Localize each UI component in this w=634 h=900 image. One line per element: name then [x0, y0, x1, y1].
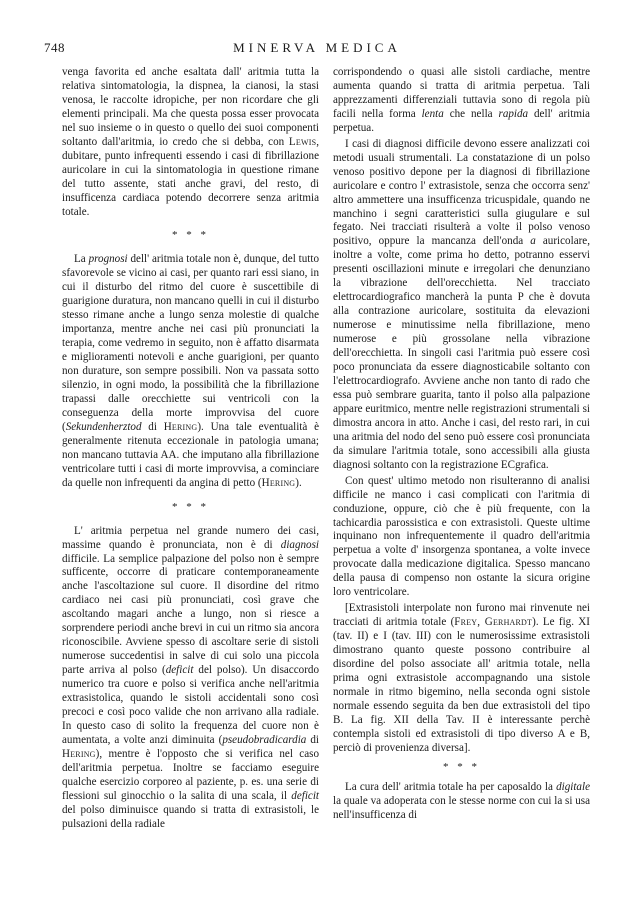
text-run: Con quest' ultimo metodo non risulteranno di analisi difficile ne manco i casi complicati con l'aritmia di conduzione, oppure, ciò che è più frequente, con la tachicardia parossistica e con extrasistoli. Queste ultime inquinano non infrequentemente il quadro dell'aritmia perpetua a volte d' insorgenza spontanea, a volte invece provocate dalla medicazione digitalica. Spesso mancano della pausa di compenso non ostante la sicura origine loro ventricolare.: [333, 474, 590, 599]
left-column: [62, 66, 319, 832]
text-run: , dubitare, punto infrequenti essendo i casi di fibrillazione auricolare in cui la sintomatologia in questione rimane del tutto assente, stati anche gravi, del resto, di insufficenza cardiaca potendo decorrere senza aritmia totale.: [62, 135, 319, 218]
section-separator: * * *: [443, 760, 480, 773]
section-separator: * * *: [172, 229, 209, 242]
paragraph: [62, 66, 319, 219]
text-run: ). Una tale eventualità è generalmente ritenuta eccezionale in patologia umana; non mancano tuttavia AA. che imputano alla fibrillazione ventricolare tutti i casi di morte improvvisa, a cominciare da quelle non infrequenti da angina di petto (: [62, 420, 319, 489]
italic-run: pseudobradicardia: [222, 733, 307, 746]
text-run: corrispondendo o quasi alle sistoli cardiache, mentre aumenta quando si tratta di aritmia perpetua. Tali apprezzamenti differenziali tuttavia sono di regola più facili nella forma: [333, 66, 590, 120]
text-run: La cura dell' aritmia totale ha per caposaldo la: [345, 780, 557, 793]
paragraph: [62, 253, 319, 490]
text-run: la quale va adoperata con le stesse norme con cui la si usa nell'insufficenza di: [333, 794, 590, 821]
text-run: del polso). Un disaccordo numerico tra cuore e polso si verifica anche nell'aritmia extrasistolica, quando le sistoli accidentali sono così precoci e così poco valide che non arrivano alla radiale. In questo caso di solito la frequenza del cuore non è aumentata, a volte anzi diminuita (: [62, 664, 319, 746]
paragraph: [333, 602, 590, 755]
text-run: venga favorita ed anche esaltata dall' aritmia tutta la relativa sintomatologia, la dispnea, la cianosi, la stasi venosa, le raccolte idropiche, per non ricordare che gli elementi principali. Ma che questa possa esser provocata nel suo insieme o in questo o quello dei suoi componenti soltanto dall'aritmia, io credo che si debba, con: [62, 66, 319, 148]
italic-run: digitale: [556, 780, 590, 793]
paragraph: [333, 138, 590, 473]
text-run: [Extrasistoli interpolate non furono mai rinvenute nei tracciati di aritmia totale (: [333, 602, 590, 629]
italic-run: a: [530, 235, 536, 248]
running-head: MINERVA MEDICA: [233, 40, 401, 55]
italic-run: lenta: [421, 107, 444, 120]
text-run: ).: [295, 476, 302, 489]
italic-run: rapida: [498, 107, 529, 120]
text-run: che nella: [443, 107, 499, 120]
italic-run: Sekundenherztod: [65, 420, 142, 433]
text-run: auricolare, inoltre a volte, come prima ho detto, potranno esservi presenti oscillazioni minute e irregolari che denunziano la vibrazione dell'orecchietta. Nel tracciato elettrocardiografico mancherà la punta P che è dovuta alla contrazione auricolare, sostituita da elevazioni numerose e minutissime nella fibrillazione, meno numerose e più grossolane nella vibrazione dell'orecchietta. In singoli casi l'aritmia può essere così poco pronunciata da essere diagnosticabile soltanto con l'elettrocardiografo. Avviene anche non tanto di rado che essa può sembrare guarita, tanto il polso alla palpazione appare euritmico, mentre nelle registrazioni strumentali si dimostra ancora in atto. Anche i casi, del resto rari, in cui una aritmia del nodo del seno può essere così pronunciata da simulare l'aritmia totale, sono accessibili alla giusta diagnosi soltanto con la registrazione ECgrafica.: [333, 235, 591, 471]
text-run: L' aritmia perpetua nel grande numero dei casi, massime quando è pronunciata, non è di: [62, 524, 319, 551]
text-run: del polso diminuisce quando si tratta di extrasistoli, le pulsazioni della radiale: [62, 803, 319, 830]
author-name: Hering: [62, 747, 96, 760]
paragraph: [333, 781, 590, 823]
text-run: dell' aritmia perpetua.: [333, 107, 590, 134]
text-run: di: [141, 420, 164, 433]
text-run: di: [306, 733, 320, 746]
text-run: I casi di diagnosi difficile devono essere analizzati coi metodi usuali strumentali. La constatazione di un polso venoso positivo depone per la diagnosi di fibrillazione auricolare e contro l' extrasistole, senza che occorra senz' altro ammettere una insufficenza tricuspidale, quando ne manchino i segni caratteristici sulla giugulare e sul fegato. Nei tracciati risulterà a volte il polso venoso positivo, oppure la mancanza dell'onda: [333, 137, 590, 248]
paragraph: [333, 475, 590, 601]
italic-run: diagnosi: [280, 538, 319, 551]
text-run: difficile. La semplice palpazione del polso non è sempre sufficente, occorre di praticare contemporaneamente anche l'ascoltazione sul cuore. Il disordine del ritmo cardiaco nei casi più pronunciati, così grave che ascoltando magari anche a lungo, non si riesce a sorprendere periodi anche brevi in cui un ritmo sia ancora riconoscibile. Avviene spesso di ascoltare serie di sistoli numerose succedentisi in salve di cui solo una piccola parte arriva al polso (: [62, 552, 319, 677]
author-name: Frey, Gerhardt: [454, 616, 533, 629]
italic-run: prognosi: [88, 253, 128, 266]
right-column: [333, 66, 590, 823]
author-name: Hering: [163, 420, 198, 433]
text-run: La: [74, 253, 89, 266]
text-run: ), mentre è l'opposto che si verifica nel caso dell'aritmia perpetua. Inoltre se facciamo eseguire qualche esercizio corporeo al paziente, p. es. una serie di flessioni sul ginocchio o la salita di una scala, il: [62, 747, 319, 802]
paragraph: [333, 66, 590, 136]
section-separator: * * *: [172, 500, 209, 513]
page-number: 748: [44, 40, 65, 55]
paragraph: [62, 525, 319, 832]
italic-run: deficit: [291, 789, 319, 802]
text-run: ). Le fig. XI (tav. II) e I (tav. III) con le numerosissime extrasistoli dimostrano quanto queste possono contribuire al disordine del polso associate all' aritmia totale, nella prima ogni extrasistole accompagnando una sistole normale in ritmo bigemino, nella seconda ogni sistole normale essendo seguita da ben due extrasistoli del tipo B. La fig. XII della Tav. II è interessante perchè contempla sistoli ed extrasistoli di tipo diverso A e B, perciò di provenienza diversa].: [333, 616, 591, 754]
text-run: dell' aritmia totale non è, dunque, del tutto sfavorevole se vicino ai casi, per quanto rari essi siano, in cui il disturbo del ritmo del cuore è suscettibile di guarigione duratura, non mancano quelli in cui il disturbo stesso rimane anche a lungo senza molestie di qualche importanza, mentre anche nei casi più pronunciati la terapia, come vedremo in seguito, non è affatto disarmata e miglioramenti notevoli e anche guarigioni, per quanto non durature, son sempre possibili. Non va passata sotto silenzio, in ogni modo, la possibilità che la fibrillazione trapassi dalle orecchiette sui ventricoli con la conseguenza della morte improvvisa del cuore (: [62, 253, 319, 433]
italic-run: deficit: [165, 664, 194, 677]
author-name: Hering: [261, 476, 296, 489]
author-name: Lewis: [288, 135, 317, 148]
